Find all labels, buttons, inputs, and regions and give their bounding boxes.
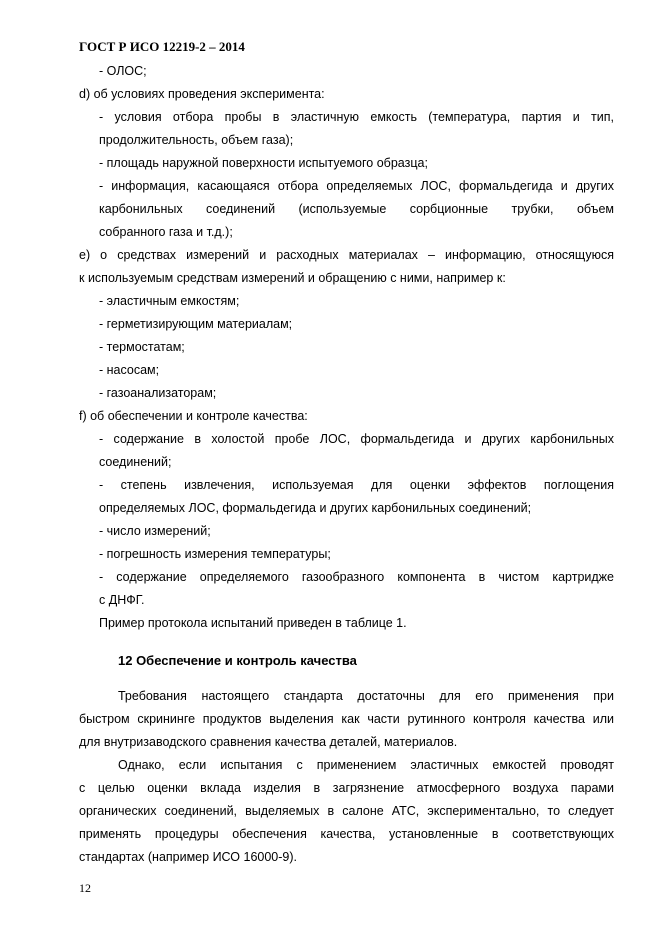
list-item: - содержание в холостой пробе ЛОС, формальдегида и других карбонильных [99,432,614,446]
list-item: - насосам; [99,363,160,377]
paragraph-line: быстром скрининге продуктов выделения как части рутинного контроля качества или [79,712,614,726]
paragraph-line: Однако, если испытания с применением эластичных емкостей проводят [118,758,614,772]
list-item-continuation: с ДНФГ. [99,593,145,607]
list-item: - число измерений; [99,524,211,538]
list-item: - содержание определяемого газообразного компонента в чистом картридже [99,570,614,584]
paragraph-line: для внутризаводского сравнения качества деталей, материалов. [79,735,458,749]
paragraph-line: применять процедуры обеспечения качества, установленные в соответствующих [79,827,614,841]
list-heading-continuation: к используемым средствам измерений и обращению с ними, например к: [79,271,506,285]
list-item: - площадь наружной поверхности испытуемого образца; [99,156,428,170]
list-item-continuation: продолжительность, объем газа); [99,133,294,147]
list-item-continuation: карбонильных соединений (используемые сорбционные трубки, объем [99,202,614,216]
list-item: - газоанализаторам; [99,386,217,400]
document-header: ГОСТ Р ИСО 12219-2 – 2014 [79,39,245,54]
paragraph-line: Требования настоящего стандарта достаточны для его применения при [118,689,614,703]
table-reference-note: Пример протокола испытаний приведен в таблице 1. [99,616,407,630]
list-item: - герметизирующим материалам; [99,317,293,331]
list-heading: d) об условиях проведения эксперимента: [79,87,325,101]
section-title: 12 Обеспечение и контроль качества [118,653,357,668]
list-item: - информация, касающаяся отбора определяемых ЛОС, формальдегида и других [99,179,614,193]
list-item-continuation: соединений; [99,455,172,469]
list-item: - степень извлечения, используемая для оценки эффектов поглощения [99,478,614,492]
list-heading: е) о средствах измерений и расходных материалах – информацию, относящуюся [79,248,614,262]
paragraph-line: органических соединений, выделяемых в салоне АТС, экспериментально, то следует [79,804,614,818]
list-item: - термостатам; [99,340,185,354]
paragraph-line: стандартах (например ИСО 16000-9). [79,850,298,864]
list-item-continuation: собранного газа и т.д.); [99,225,233,239]
page-number: 12 [79,881,91,895]
list-item: - ОЛОС; [99,64,147,78]
paragraph-line: с целью оценки вклада изделия в загрязнение атмосферного воздуха парами [79,781,614,795]
list-item: - погрешность измерения температуры; [99,547,331,561]
list-item: - условия отбора пробы в эластичную емкость (температура, партия и тип, [99,110,614,124]
list-item-continuation: определяемых ЛОС, формальдегида и других карбонильных соединений; [99,501,532,515]
list-heading: f) об обеспечении и контроле качества: [79,409,308,423]
list-item: - эластичным емкостям; [99,294,240,308]
